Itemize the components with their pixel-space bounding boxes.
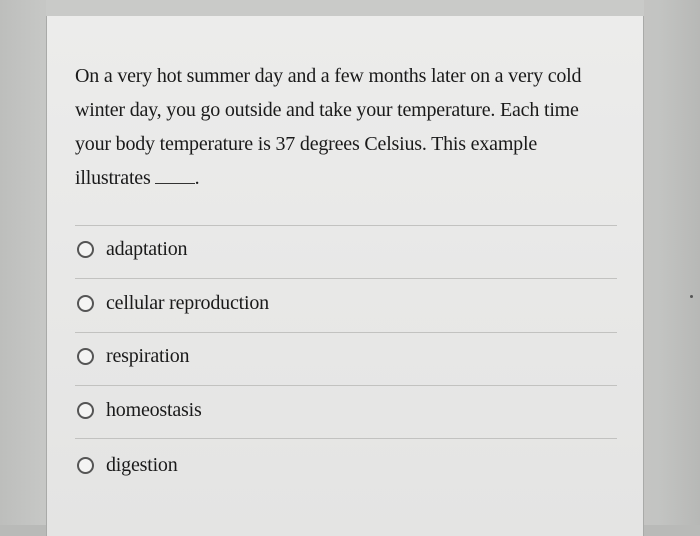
radio-button[interactable]: [77, 457, 94, 474]
radio-button[interactable]: [77, 348, 94, 365]
question-line-3: your body temperature is 37 degrees Celsius. This example: [75, 133, 538, 155]
divider: [75, 278, 617, 279]
option-label: cellular reproduction: [106, 291, 269, 314]
option-label: adaptation: [106, 237, 188, 260]
question-text: [75, 59, 615, 195]
question-card: [46, 16, 644, 536]
question-line-4: [75, 161, 615, 195]
option-homeostasis[interactable]: [77, 395, 202, 425]
option-digestion[interactable]: [77, 450, 178, 480]
question-line-1: On a very hot summer day and a few months later on a very cold: [75, 65, 582, 87]
radio-button[interactable]: [77, 295, 94, 312]
option-label: respiration: [106, 344, 190, 367]
radio-button[interactable]: [77, 241, 94, 258]
question-period: .: [194, 167, 200, 189]
divider: [75, 225, 617, 226]
radio-button[interactable]: [77, 402, 94, 419]
option-respiration[interactable]: [77, 341, 189, 371]
divider: [75, 332, 617, 333]
divider: [75, 385, 617, 386]
question-line-2: winter day, you go outside and take your temperature. Each time: [75, 99, 579, 121]
previous-question-strip: [46, 0, 644, 17]
option-cellular-reproduction[interactable]: [77, 288, 269, 318]
question-line-4-text: illustrates: [75, 167, 151, 189]
decorative-dot: [690, 295, 693, 298]
divider: [75, 438, 617, 439]
answer-blank: [155, 165, 195, 184]
option-label: digestion: [106, 453, 178, 476]
option-label: homeostasis: [106, 398, 202, 421]
option-adaptation[interactable]: [77, 234, 187, 264]
